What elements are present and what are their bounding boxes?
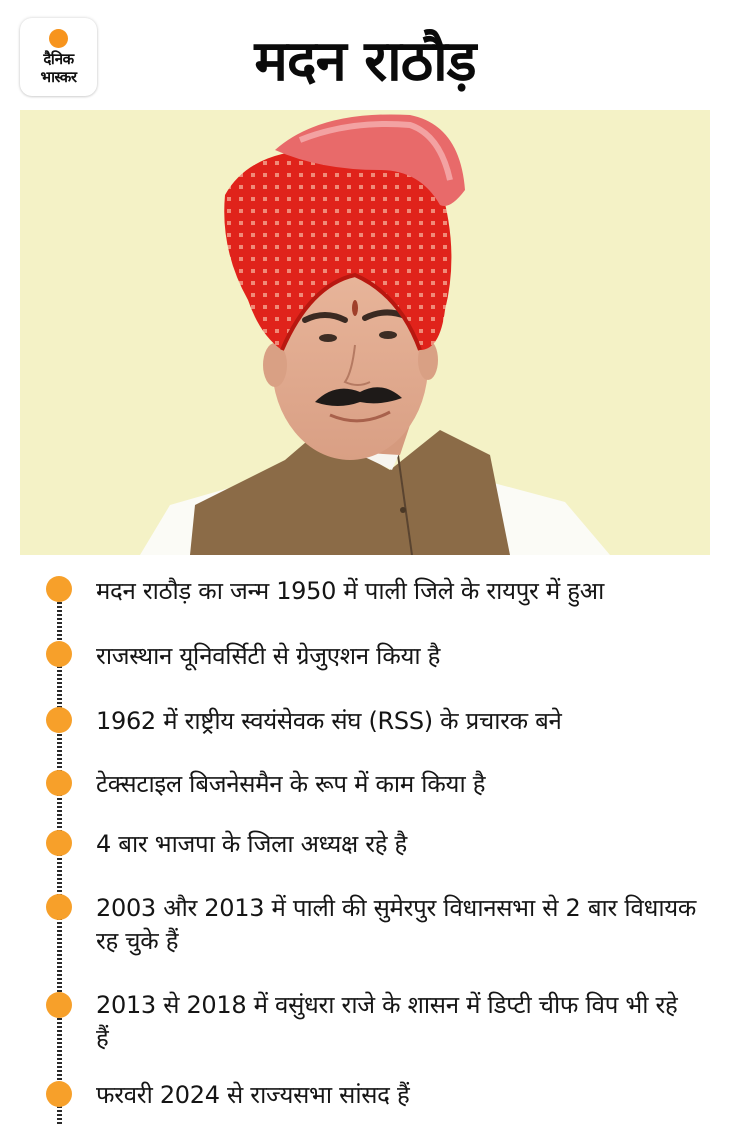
timeline-item: फरवरी 2024 से राज्यसभा सांसद हैं xyxy=(96,1081,410,1109)
timeline-dot-icon xyxy=(46,1081,72,1107)
timeline-item: 2003 और 2013 में पाली की सुमेरपुर विधानसभा से 2 बार विधायक रह चुके हैं xyxy=(96,894,697,955)
timeline-item: 1962 में राष्ट्रीय स्वयंसेवक संघ (RSS) के प्रचारक बने xyxy=(96,707,562,735)
logo-text-line2: भास्कर xyxy=(40,68,77,86)
timeline-dot-icon xyxy=(46,641,72,667)
timeline-item: 4 बार भाजपा के जिला अध्यक्ष रहे है xyxy=(96,830,407,858)
timeline-dot-icon xyxy=(46,830,72,856)
sun-icon xyxy=(49,29,68,48)
timeline-item: मदन राठौड़ का जन्म 1950 में पाली जिले के रायपुर में हुआ xyxy=(96,577,604,605)
logo-text-line1: दैनिक xyxy=(43,50,74,68)
dainik-bhaskar-logo xyxy=(20,18,97,96)
timeline-item: राजस्थान यूनिवर्सिटी से ग्रेजुएशन किया है xyxy=(96,642,441,670)
page-title: मदन राठौड़ xyxy=(254,29,476,94)
timeline-dot-icon xyxy=(46,707,72,733)
timeline-dot-icon xyxy=(46,770,72,796)
timeline-dot-icon xyxy=(46,992,72,1018)
portrait-illustration xyxy=(20,110,710,555)
timeline-dot-icon xyxy=(46,576,72,602)
timeline-item: टेक्सटाइल बिजनेसमैन के रूप में काम किया है xyxy=(96,770,486,798)
timeline-dot-icon xyxy=(46,894,72,920)
timeline-item: 2013 से 2018 में वसुंधरा राजे के शासन में डिप्टी चीफ विप भी रहे हैं xyxy=(96,991,678,1052)
portrait-photo xyxy=(20,110,710,555)
